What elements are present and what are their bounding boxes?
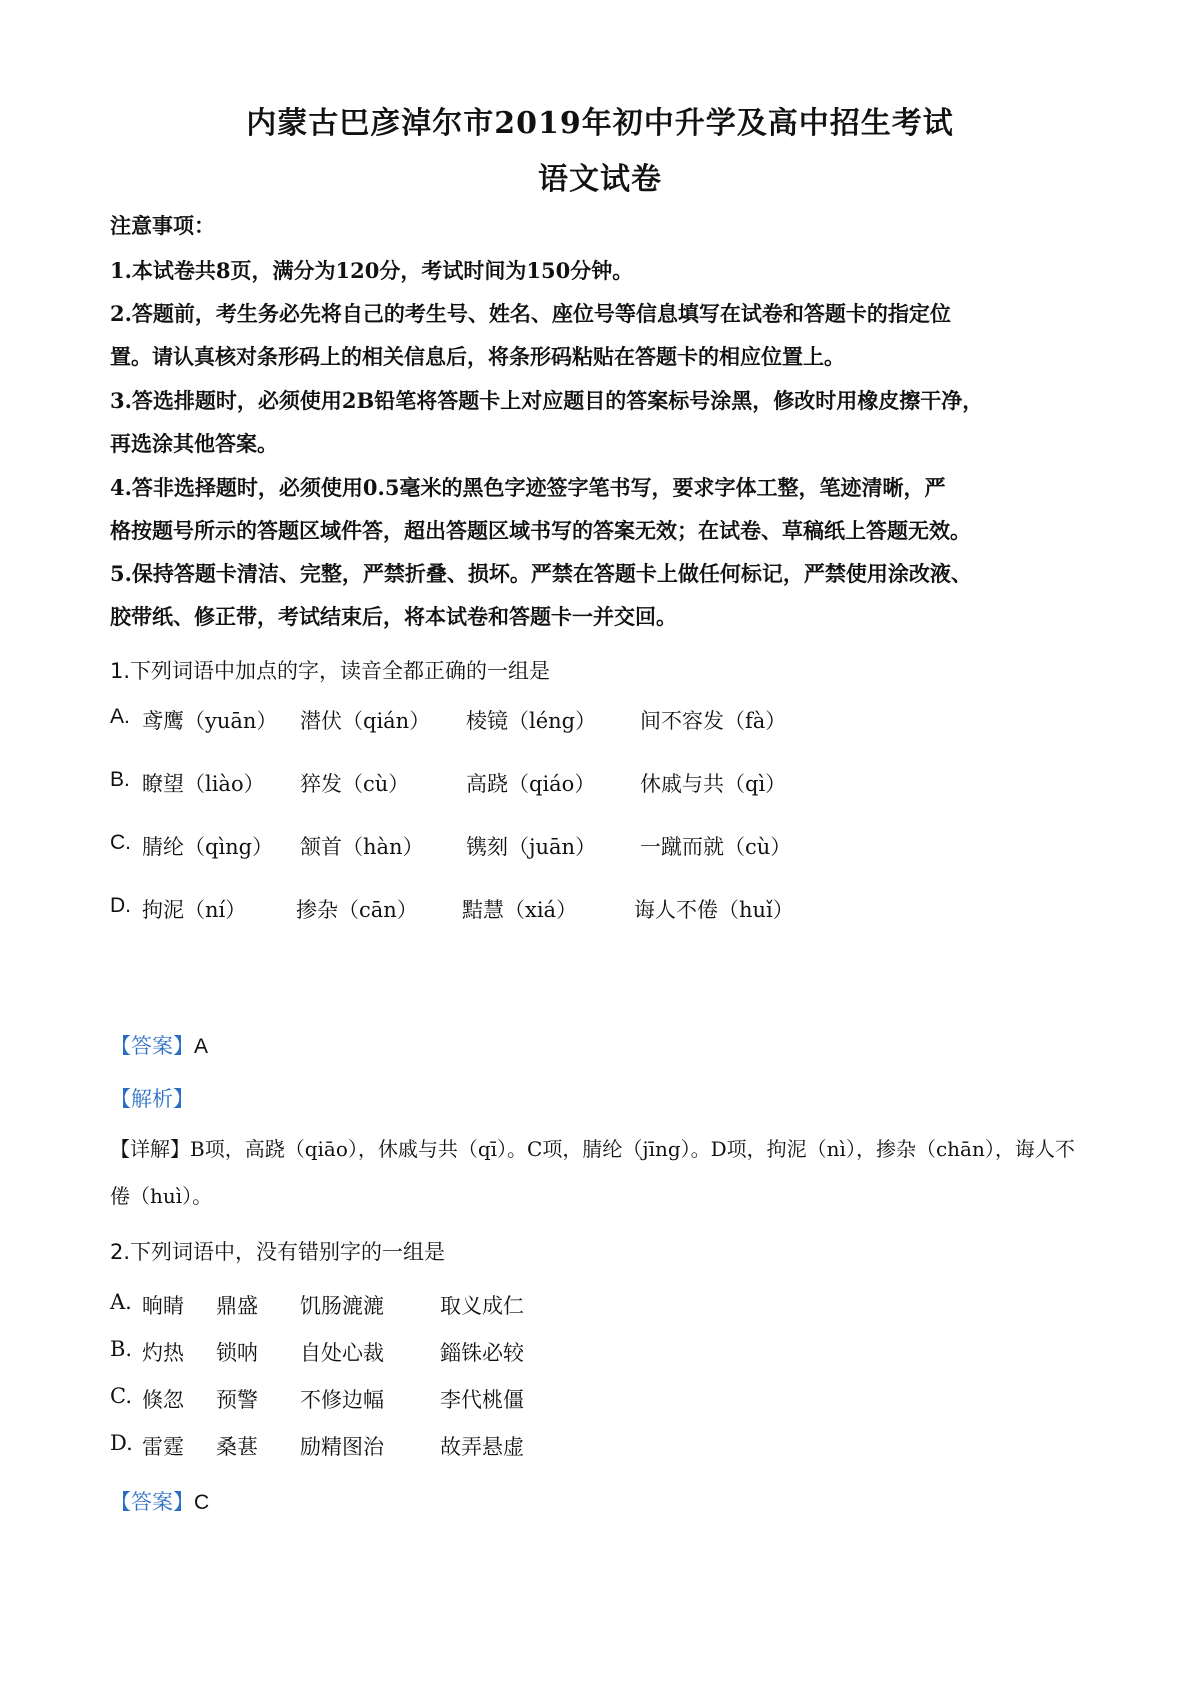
analysis-tag: 【解析】 (110, 1087, 194, 1111)
notes-line: 格按题号所示的答题区域件答，超出答题区域书写的答案无效；在试卷、草稿纸上答题无效。 (110, 518, 971, 543)
option-letter: B. (110, 768, 130, 791)
option-item: 腈纶（qìng） (142, 835, 274, 859)
notes-line: 3.答选排题时，必须使用2B铅笔将答题卡上对应题目的答案标号涂黑，修改时用橡皮擦干净， (110, 388, 984, 413)
notes-heading: 注意事项： (110, 213, 215, 238)
option-letter: C. (110, 831, 131, 854)
option-item: 锁呐 (216, 1341, 258, 1365)
option-item: 潜伏（qián） (300, 709, 431, 733)
detail-line: 倦（huì）。 (110, 1184, 213, 1208)
option-item: 雷霆 (142, 1435, 184, 1459)
option-letter: D. (110, 894, 131, 917)
notes-line: 置。请认真核对条形码上的相关信息后，将条形码粘贴在答题卡的相应位置上。 (110, 344, 845, 369)
option-item: 励精图治 (300, 1435, 384, 1459)
option-item: 黠慧（xiá） (462, 898, 578, 922)
option-item: 錙铢必较 (440, 1341, 524, 1365)
notes-line: 1.本试卷共8页，满分为120分，考试时间为150分钟。 (110, 258, 634, 283)
exam-title: 内蒙古巴彦淖尔市2019年初中升学及高中招生考试 (246, 106, 954, 141)
option-item: 一蹴而就（cù） (640, 835, 792, 859)
option-item: 桑葚 (216, 1435, 258, 1459)
answer-value: A (194, 1035, 209, 1058)
option-item: 拘泥（ní） (142, 898, 247, 922)
detail-line: 【详解】B项，高跷（qiāo），休戚与共（qī）。C项，腈纶（jīng）。D项，拘泥（nì），掺杂（chān），诲人不 (110, 1137, 1075, 1161)
option-item: 故弄悬虚 (440, 1435, 524, 1459)
question-2-answer (110, 1486, 1105, 1516)
option-item: 棱镜（léng） (466, 709, 597, 733)
option-item: 休戚与共（qì） (640, 772, 787, 796)
option-item: 猝发（cù） (300, 772, 410, 796)
option-item: 取义成仁 (440, 1294, 524, 1318)
answer-tag: 【答案】 (110, 1490, 194, 1514)
option-item: 倏忽 (142, 1388, 184, 1412)
option-item: 镌刻（juān） (466, 835, 597, 859)
option-item: 间不容发（fà） (640, 709, 787, 733)
answer-tag: 【答案】 (110, 1034, 194, 1058)
option-item: 掺杂（cān） (296, 898, 418, 922)
question-2-stem: 2.下列词语中，没有错别字的一组是 (110, 1240, 446, 1264)
option-letter: A. (110, 705, 130, 728)
question-1-answer (110, 1030, 1105, 1060)
notes-line: 4.答非选择题时，必须使用0.5毫米的黑色字迹签字笔书写，要求字体工整，笔迹清晰，严 (110, 475, 946, 500)
option-item: 预警 (216, 1388, 258, 1412)
option-item: 鸢鹰（yuān） (142, 709, 278, 733)
option-item: 灼热 (142, 1341, 184, 1365)
option-item: 李代桃僵 (440, 1388, 524, 1412)
option-item: 饥肠漉漉 (300, 1294, 384, 1318)
option-letter: B. (110, 1337, 133, 1361)
question-1-stem: 1.下列词语中加点的字，读音全都正确的一组是 (110, 659, 551, 683)
option-letter: C. (110, 1384, 132, 1408)
notes-line: 再选涂其他答案。 (110, 431, 278, 456)
option-item: 瞭望（liào） (142, 772, 265, 796)
option-item: 晌睛 (142, 1294, 184, 1318)
answer-value: C (194, 1491, 210, 1514)
option-item: 诲人不倦（huǐ） (634, 898, 794, 922)
option-item: 颔首（hàn） (300, 835, 424, 859)
exam-subtitle: 语文试卷 (538, 162, 662, 197)
option-letter: A. (110, 1290, 132, 1314)
option-item: 不修边幅 (300, 1388, 384, 1412)
notes-line: 胶带纸、修正带，考试结束后，将本试卷和答题卡一并交回。 (110, 604, 677, 629)
option-item: 自处心裁 (300, 1341, 384, 1365)
notes-line: 5.保持答题卡清洁、完整，严禁折叠、损坏。严禁在答题卡上做任何标记，严禁使用涂改液、 (110, 561, 972, 586)
notes-line: 2.答题前，考生务必先将自己的考生号、姓名、座位号等信息填写在试卷和答题卡的指定位 (110, 301, 951, 326)
option-item: 鼎盛 (216, 1294, 258, 1318)
option-letter: D. (110, 1431, 133, 1455)
option-item: 高跷（qiáo） (466, 772, 596, 796)
